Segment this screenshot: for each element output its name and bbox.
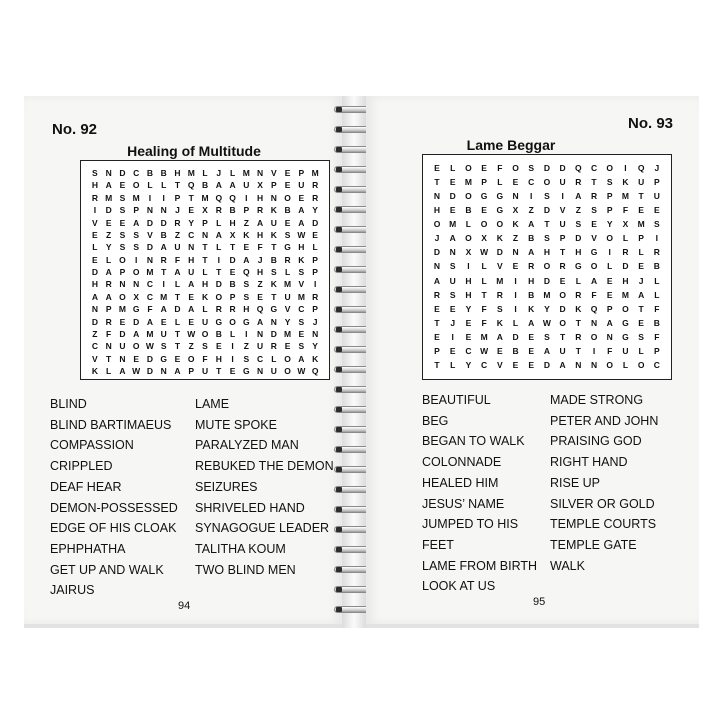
word-list-item: RIGHT HAND bbox=[550, 455, 628, 470]
binding-hole bbox=[336, 147, 342, 152]
word-list-item: REBUKED THE DEMON bbox=[195, 459, 334, 474]
binding-hole bbox=[336, 347, 342, 352]
binding-hole bbox=[336, 307, 342, 312]
word-search-grid bbox=[80, 160, 330, 380]
binding-hole bbox=[336, 167, 342, 172]
grid-row: H R N N C I L A H D B S Z K M V I bbox=[91, 279, 317, 290]
word-list-item: BEG bbox=[422, 413, 449, 428]
grid-row: R S H T R I B M O R F E M A L bbox=[433, 289, 660, 300]
grid-row: E I E M A D E S T R O N G S F bbox=[434, 331, 660, 342]
word-list-item: WALK bbox=[550, 558, 585, 573]
grid-row: O M L O O K A T U S E Y X M S bbox=[433, 219, 660, 230]
grid-row: T L Y C V E E D A N N O L O C bbox=[434, 359, 660, 370]
grid-row: R M S M I I P T M Q Q I H N O E R bbox=[91, 192, 319, 203]
word-list-item: CRIPPLED bbox=[50, 459, 113, 474]
word-list-item: JAIRUS bbox=[50, 583, 95, 598]
binding-hole bbox=[336, 507, 342, 512]
grid-row: H E B E G X Z D V Z S P F E E bbox=[433, 205, 660, 216]
word-list-item: TEMPLE COURTS bbox=[550, 517, 657, 532]
word-list-item: BLIND BARTIMAEUS bbox=[50, 417, 172, 432]
grid-row: N D O G G N I S I A R P M T U bbox=[433, 191, 660, 202]
binding-hole bbox=[336, 227, 342, 232]
grid-row: N S I L V E R O R G O L D E B bbox=[433, 261, 660, 272]
puzzle-number: No. 92 bbox=[52, 121, 98, 138]
binding-hole bbox=[336, 467, 342, 472]
word-list-item: SYNAGOGUE LEADER bbox=[195, 521, 330, 536]
word-list-item: MUTE SPOKE bbox=[195, 417, 277, 432]
word-list-item: RISE UP bbox=[550, 475, 601, 490]
left-page bbox=[24, 96, 342, 624]
puzzle-title: Lame Beggar bbox=[466, 137, 556, 153]
binding-hole bbox=[336, 247, 342, 252]
binding-hole bbox=[336, 447, 342, 452]
binding-hole bbox=[336, 487, 342, 492]
grid-row: V E E A D D R Y P L H Z A U E A D bbox=[92, 217, 319, 228]
word-list-item: SEIZURES bbox=[195, 479, 258, 494]
word-search-grid bbox=[422, 154, 672, 380]
word-list-item: BEGAN TO WALK bbox=[422, 434, 525, 449]
word-list-item: JUMPED TO HIS bbox=[422, 517, 519, 532]
word-list-item: COLONNADE bbox=[422, 455, 502, 470]
grid-row: I D S P N N J E X R B P R K B A Y bbox=[93, 205, 318, 216]
spiral-binding bbox=[342, 96, 366, 628]
word-list-item: TWO BLIND MEN bbox=[195, 562, 296, 577]
word-list-item: EDGE OF HIS CLOAK bbox=[50, 521, 177, 536]
grid-row: C N U O W S T Z S E I Z U R E S Y bbox=[91, 341, 318, 352]
puzzle-title: Healing of Multitude bbox=[127, 143, 261, 159]
word-list-item: EPHPHATHA bbox=[50, 541, 126, 556]
grid-row: T E M P L E C O U R T S K U P bbox=[434, 177, 660, 188]
grid-row: E L O E F O S D D Q C O I Q J bbox=[434, 163, 660, 173]
word-list-item: TALITHA KOUM bbox=[195, 541, 286, 556]
open-book bbox=[24, 96, 699, 628]
binding-hole bbox=[336, 527, 342, 532]
page-number: 95 bbox=[533, 596, 546, 608]
word-list-item: DEMON-POSSESSED bbox=[50, 500, 178, 515]
binding-hole bbox=[336, 207, 342, 212]
binding-hole bbox=[336, 587, 342, 592]
word-list-item: COMPASSION bbox=[50, 438, 134, 453]
binding-hole bbox=[336, 387, 342, 392]
word-list-item: BLIND bbox=[50, 397, 87, 411]
word-list-item: LOOK AT US bbox=[422, 579, 496, 594]
word-list-item: PARALYZED MAN bbox=[195, 438, 299, 453]
puzzle-number: No. 93 bbox=[628, 115, 674, 132]
right-page bbox=[366, 96, 699, 624]
grid-row: H A E O L L T Q B A A U X P E U R bbox=[91, 180, 319, 191]
grid-row: S N D C B B H M L J L M N V E P M bbox=[92, 168, 319, 178]
word-list-item: PETER AND JOHN bbox=[550, 413, 659, 428]
word-list-column-1 bbox=[50, 394, 178, 601]
word-list-item: LAME bbox=[195, 397, 230, 411]
grid-row: Z F D A M U T W O B L I N D M E N bbox=[92, 328, 319, 339]
word-list-item: MADE STRONG bbox=[550, 393, 644, 407]
binding-hole bbox=[336, 407, 342, 412]
binding-hole bbox=[336, 427, 342, 432]
grid-row: J A O X K Z B S P D V O L P I bbox=[434, 233, 659, 244]
word-list-column-2 bbox=[550, 390, 658, 576]
binding-hole bbox=[336, 607, 342, 612]
grid-row: T J E F K L A W O T N A G E B bbox=[434, 317, 660, 328]
word-list-item: FEET bbox=[422, 537, 454, 552]
grid-row: E Z S S V B Z C N A X K H K S W E bbox=[92, 229, 318, 240]
grid-row: E E Y F S I K Y D K Q P O T F bbox=[434, 303, 660, 314]
binding-hole bbox=[336, 567, 342, 572]
grid-row: K L A W D N A P U T E G N U O W Q bbox=[91, 366, 319, 376]
word-list-item: HEALED HIM bbox=[422, 475, 499, 490]
word-list-item: JESUS’ NAME bbox=[422, 496, 505, 511]
binding-hole bbox=[336, 547, 342, 552]
page-edge bbox=[366, 624, 699, 628]
grid-row: D N X W D N A H T H G I R L R bbox=[433, 247, 660, 258]
binding-hole bbox=[336, 287, 342, 292]
grid-row: D A P O M T A U L T E Q H S L S P bbox=[91, 267, 318, 277]
binding-hole bbox=[336, 127, 342, 132]
binding-hole bbox=[336, 327, 342, 332]
word-list-item: TEMPLE GATE bbox=[550, 537, 637, 552]
grid-row: D R E D A E L E U G O G A N Y S J bbox=[91, 316, 318, 327]
word-list-item: SILVER OR GOLD bbox=[550, 496, 655, 511]
binding-hole bbox=[336, 187, 342, 192]
word-list-item: SHRIVELED HAND bbox=[195, 500, 305, 515]
binding-hole bbox=[336, 367, 342, 372]
page-edge bbox=[24, 624, 342, 628]
word-list-item: BEAUTIFUL bbox=[422, 393, 491, 407]
grid-row: V T N E D G E O F H I S C L O A K bbox=[92, 353, 319, 364]
word-list-item: PRAISING GOD bbox=[550, 434, 642, 449]
grid-row: A A O X C M T E K O P S E T U M R bbox=[91, 291, 319, 302]
grid-row: P E C W E B E A U T I F U L P bbox=[434, 345, 660, 356]
grid-row: E L O I N R F H T I D A J B R K P bbox=[92, 254, 318, 265]
binding-hole bbox=[336, 267, 342, 272]
word-list-column-2 bbox=[195, 394, 334, 580]
word-list-column-1 bbox=[422, 390, 537, 597]
binding-hole bbox=[336, 107, 342, 112]
grid-row: L Y S S D A U N T L T E F T G H L bbox=[92, 242, 318, 253]
word-list-item: DEAF HEAR bbox=[50, 479, 122, 494]
word-list-item: LAME FROM BIRTH bbox=[422, 558, 538, 573]
word-list-item: GET UP AND WALK bbox=[50, 562, 164, 577]
grid-row: A U H L M I H D E L A E H J L bbox=[433, 275, 660, 286]
grid-row: N P M G F A D A L R R H Q G V C P bbox=[91, 304, 318, 315]
page-number: 94 bbox=[178, 600, 191, 612]
